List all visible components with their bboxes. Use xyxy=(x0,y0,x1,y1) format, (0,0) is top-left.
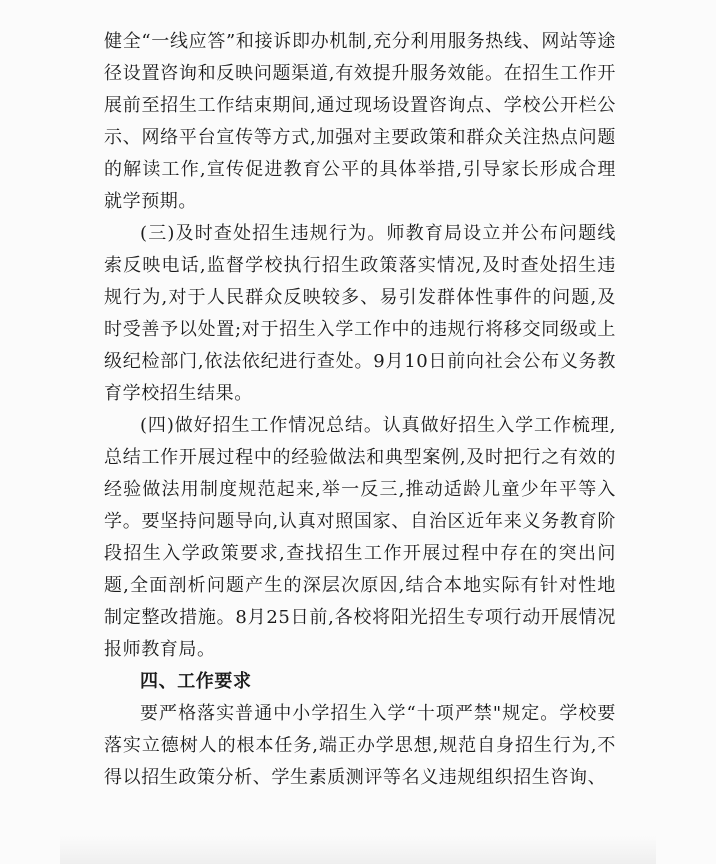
paragraph-requirements: 要严格落实普通中小学招生入学“十项严禁"规定。学校要落实立德树人的根本任务,端正办学思想,规范自身招生行为,不得以招生政策分析、学生素质测评等名义违规组织招生咨询、 xyxy=(104,703,616,788)
paragraph-section-3: (三)及时查处招生违规行为。师教育局设立并公布问题线索反映电话,监督学校执行招生政策落实情况,及时查处招生违规行为,对于人民群众反映较多、易引发群体性事件的问题,及时受善予以处置;对于招生入学工作中的违规行将移交同级或上级纪检部门,依法依纪进行查处。9月10日前向社会公布义务教育学校招生结果。 xyxy=(104,223,616,404)
section-heading: 四、工作要求 xyxy=(140,671,252,692)
paragraph-section-4: (四)做好招生工作情况总结。认真做好招生入学工作梳理,总结工作开展过程中的经验做法和典型案例,及时把行之有效的经验做法用制度规范起来,举一反三,推动适龄儿童少年平等入学。要坚持问题导向,认真对照国家、自治区近年来义务教育阶段招生入学政策要求,查找招生工作开展过程中存在的突出问题,全面剖析问题产生的深层次原因,结合本地实际有针对性地制定整改措施。8月25日前,各校将阳光招生专项行动开展情况报师教育局。 xyxy=(104,415,616,660)
paragraph-continuation: 健全“一线应答”和接诉即办机制,充分利用服务热线、网站等途径设置咨询和反映问题渠道,有效提升服务效能。在招生工作开展前至招生工作结束期间,通过现场设置咨询点、学校公开栏公示、网络平台宣传等方式,加强对主要政策和群众关注热点问题的解读工作,宣传促进教育公平的具体举措,引导家长形成合理就学预期。 xyxy=(104,31,616,212)
